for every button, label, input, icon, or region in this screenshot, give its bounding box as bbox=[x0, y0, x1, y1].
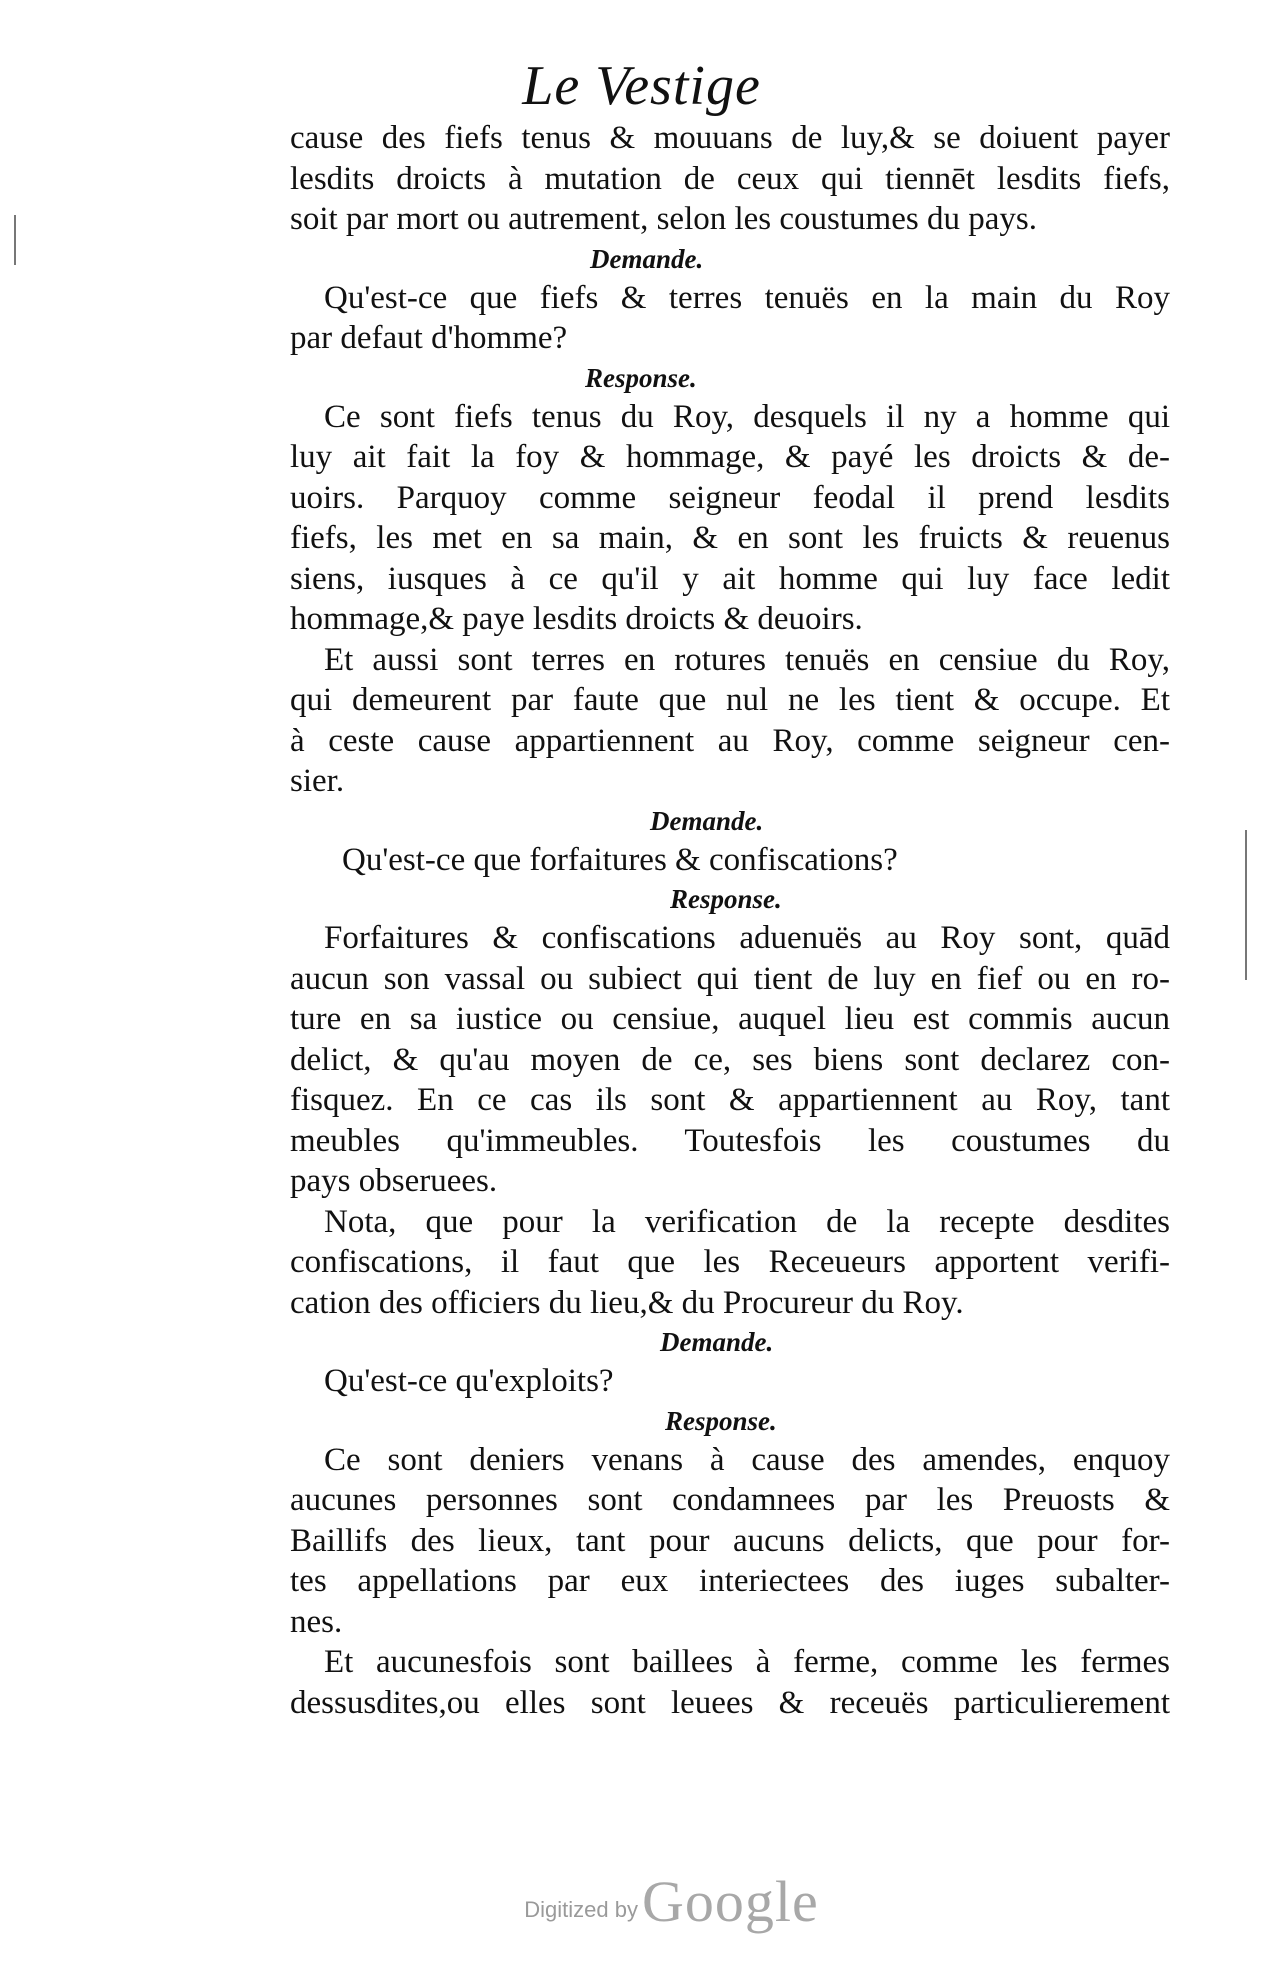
text-line: confiscations, il faut que les Receueurs apportent verifi- bbox=[290, 1244, 1170, 1280]
text-line: delict, & qu'au moyen de ce, ses biens sont declarez con- bbox=[290, 1041, 1170, 1078]
section-heading-demande: Demande. bbox=[660, 1327, 774, 1357]
text-line: Ce sont fiefs tenus du Roy, desquels il ny a homme qui bbox=[324, 398, 1170, 435]
text-line: dessusdites,ou elles sont leuees & receuës particulierement bbox=[290, 1684, 1170, 1721]
section-heading-response: Response. bbox=[665, 1405, 777, 1436]
text-line: Forfaitures & confiscations aduenuës au Roy sont, quād bbox=[324, 920, 1170, 956]
page-edge-mark bbox=[1245, 830, 1247, 980]
text-line: lesdits droicts à mutation de ceux qui tiennēt lesdits fiefs, bbox=[290, 160, 1170, 197]
watermark-prefix: Digitized by bbox=[524, 1897, 638, 1922]
text-line: cation des officiers du lieu,& du Procureur du Roy. bbox=[290, 1284, 964, 1321]
text-line: hommage,& paye lesdits droicts & deuoirs. bbox=[290, 601, 863, 637]
text-line: aucun son vassal ou subiect qui tient de luy en fief ou en ro- bbox=[290, 960, 1170, 997]
section-heading-demande: Demande. bbox=[650, 805, 764, 836]
text-line: soit par mort ou autrement, selon les coustumes du pays. bbox=[290, 201, 1037, 237]
section-heading-response: Response. bbox=[670, 884, 782, 914]
text-line: fiefs, les met en sa main, & en sont les fruicts & reuenus bbox=[290, 520, 1170, 556]
question-line: par defaut d'homme? bbox=[290, 320, 568, 356]
page-edge-mark bbox=[14, 215, 16, 265]
question-line: Qu'est-ce que forfaitures & confiscations? bbox=[342, 841, 898, 878]
text-line: Ce sont deniers venans à cause des amendes, enquoy bbox=[324, 1441, 1170, 1478]
text-line: Et aucunesfois sont baillees à ferme, comme les fermes bbox=[324, 1644, 1170, 1680]
section-heading-demande: Demande. bbox=[590, 243, 704, 274]
text-line: Baillifs des lieux, tant pour aucuns delicts, que pour for- bbox=[290, 1522, 1170, 1559]
section-heading-response: Response. bbox=[585, 362, 697, 393]
text-line: cause des fiefs tenus & mouuans de luy,& se doiuent payer bbox=[290, 120, 1170, 156]
text-line: pays obseruees. bbox=[290, 1163, 498, 1199]
text-line: sier. bbox=[290, 763, 345, 799]
text-line: qui demeurent par faute que nul ne les tient & occupe. Et bbox=[290, 682, 1170, 718]
question-line: Qu'est-ce que fiefs & terres tenuës en la main du Roy bbox=[324, 279, 1170, 316]
digitization-watermark bbox=[0, 1868, 1263, 1935]
text-line: nes. bbox=[290, 1603, 343, 1640]
text-line: Nota, que pour la verification de la recepte desdites bbox=[324, 1203, 1170, 1240]
text-line: à ceste cause appartiennent au Roy, comme seigneur cen- bbox=[290, 722, 1170, 759]
page-text-block bbox=[290, 118, 1170, 1723]
text-line: siens, iusques à ce qu'il y ait homme qui luy face ledit bbox=[290, 560, 1170, 597]
text-line: fisquez. En ce cas ils sont & appartiennent au Roy, tant bbox=[290, 1082, 1170, 1118]
text-line: luy ait fait la foy & hommage, & payé les droicts & de- bbox=[290, 439, 1170, 475]
text-line: tes appellations par eux interiectees des iuges subalter- bbox=[290, 1563, 1170, 1599]
text-line: aucunes personnes sont condamnees par les Preuosts & bbox=[290, 1482, 1170, 1518]
text-line: meubles qu'immeubles. Toutesfois les coustumes du bbox=[290, 1122, 1170, 1159]
text-line: uoirs. Parquoy comme seigneur feodal il prend lesdits bbox=[290, 479, 1170, 516]
text-line: Et aussi sont terres en rotures tenuës en censiue du Roy, bbox=[324, 641, 1170, 678]
text-line: ture en sa iustice ou censiue, auquel lieu est commis aucun bbox=[290, 1001, 1170, 1037]
question-line: Qu'est-ce qu'exploits? bbox=[324, 1363, 614, 1399]
running-title: Le Vestige bbox=[522, 55, 761, 117]
google-logo: Google bbox=[641, 1869, 819, 1934]
